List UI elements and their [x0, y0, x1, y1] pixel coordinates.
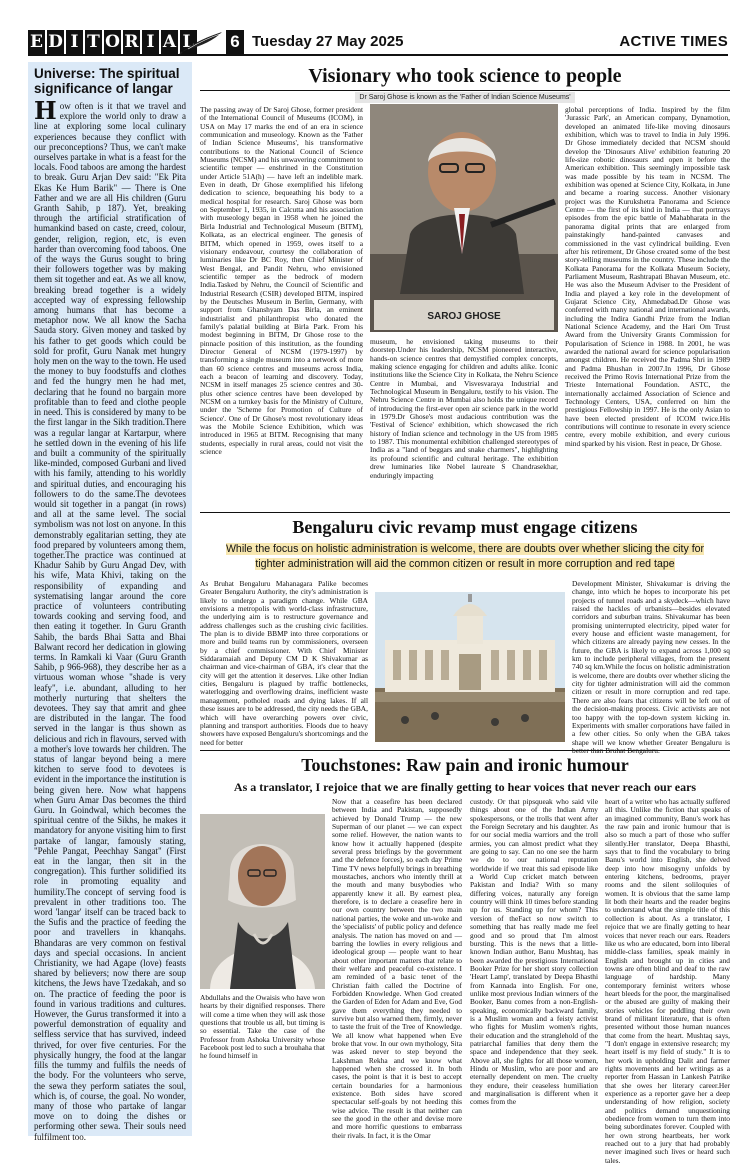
left-article-text: ow often is it that we travel and explore the world only to draw a line at exploring some local culinary experiences because they conflict with our preconceptions? Thus, we can't make ourselves partake in what is a feast for the locals. Food taboos are among the hardest to break. Guru Arjan Dev said: "Ek Pita Ekas Ke Hum Barik" — There is One Father and we are all His children (Guru Granth Sahib, p 187). Yet, breaking through the artificial stratification of humankind based on caste, creed, colour, gender, religion, region, etc, is even harder than overcoming food taboos. One of the ways the Gurus sought to bring their followers together was by making them sit together and eat. As we all know, breaking bread together is a widely accepted way of expressing fellowship among humans that has become a metaphor now. We all know the Sacha Sauda story. Given money and tasked by his father to get goods which could be sold for profit, Guru Nanak met hungry holy men on the way to the town. He used the money to buy foodstuffs and clothes and fed the hungry men he had met, declaring that he found no bargain more profitable than to feed and clothe people in need. This is considered by many to be the first langar in the Sikh tradition.There was a regular langar at Kartarpur, where he settled down in the evening of his life and built a community of the spiritually like-minded, composed Gurbani and lived with his family, attending to his worldly and spiritual duties, and encouraging his followers to do the same.The devotees would sit together in a pangat (in rows) and all at the same level. The social symbolism was not lost on anyone. In this demonstrably egalitarian setting, they ate food prepared by volunteers among them, together.The practice was continued at Khadur Sahib by Guru Angad Dev, with his wife, Mata Khivi, taking on the responsibility of expanding and systematising langar around the core practice of volunteers contributing towards cooking and serving food, and then eating it together. In Guru Granth Sahib, the bards Bhai Satta and Bhai Balwant record her dedication in glowing terms. In Ramkali ki Vaar (Guru Granth Sahib, p 966-968), they describe her as a virtuous woman whose "shade is very leafy", i.e. abundant, alluding to her motherly nurturing that shelters the devotees. They say that amrit and ghee are distributed in the langar. The food served in the langar is thus shown as delicious and rich in flavours, served with a mother's love towards her children. The status of langar beyond being a mere kitchen to serve food to devotees is evident in the importance the institution is being given here. Now what happens when Guru Amar Das becomes the third Guru. In Goindwal, which becomes the spiritual centre of the Sikhs, he makes it mandatory for anyone visiting him to first partake of langar, famously stating, "Pehle Pangat, Peechhay Sangat" (First eat in the langar, then sit in the congregation). This further solidified its role in promoting equality and humility.The concept of serving food is prevalent in other traditions too. The word 'langar' itself can be traced back to the Sufis and the practice of feeding the poor and travellers in khanqahs. Bhandaras are very common on festival days and special occasions. In ancient Christianity, we had Agape (love) feasts shared by believers; now there are soup kitchens, the Jews have Tzedakah, and so on. The practice of feeding the poor is found in various traditions and cultures. However, the Gurus transformed it into a powerful demonstration of equality and selfless service that has survived, indeed thrived, for over five centuries. For the physically hungry, the food at the langar fills the tummy and fulfils the needs of the body. For the volunteers who serve, the sewa they perform satiates the soul, which is, of course, the goal. No wonder, many of those who partake of langar move on to doing the dishes or performing other sewa. Their souls need fulfilment too. — [34, 101, 186, 1142]
section-letter: I — [142, 30, 159, 54]
left-column-article — [28, 62, 192, 1142]
article2-column-1: As Bruhat Bengaluru Mahanagara Palike becomes Greater Bengaluru Authority, the city's administration is likely to undergo a paradigm change. While GBA envisions a metropolis with world-class infrastructure, the underlying aim is to restructure governance and address challenges such as the crushing civic facilities. The plan is to divide BBMP into three corporations or more and build teams run by commissioners, overseen by a chief commissioner. With Chief Minister Siddaramaiah and Deputy CM D K Shivakumar as chairman and vice-chairman of GBA, it's clear that the city will get the attention it deserves. Like other Indian cities, Bengaluru is plagued by traffic bottlenecks, waterlogging and overflowing drains, inefficient waste management, potholed roads and dying lakes. If all these issues are to be addressed, the city needs the GBA, which will have overarching powers over civic, planning and transport authorities. Floods due to heavy showers have exposed Bengaluru's shortcomings and the need for better — [200, 579, 368, 747]
section-letter: L — [180, 30, 197, 54]
portrait-illustration — [200, 814, 325, 989]
article1-column-2: museum, he envisioned taking museums to their doorstep.Under his leadership, NCSM pioneered interactive, hands-on science centres that demystified complex concepts, making science engaging for children and adults alike. Iconic institutions like the Science City in Kolkata, the Nehru Science Centre in Mumbai, and Visvesvaraya Industrial and Technological Museum in Bengaluru, testify to his vision. The Nehru Science Centre in Mumbai also holds the unique record of introducing the first-ever open air science park in the world in 1979.Dr Ghose's most audacious contribution was the 'Festival of Science' exhibition, which showcased the rich history of Indian science and technology in the US from 1985 to 1987. This monumental exhibition challenged stereotypes of India as a "land of beggars and snake charmers", highlighting its profound scientific and cultural heritage. The exhibition drew luminaries like Nobel laureate S Chandrasekhar, enduringly impacting — [370, 337, 558, 480]
article2-headline: Bengaluru civic revamp must engage citizens — [292, 517, 638, 537]
article3-column-1b: Now that a ceasefire has been declared between India and Pakistan, supposedly achieved by Donald Trump — the new Superman of our planet — we can expect some relief. However, the nation wants to know how it actually happened (despite several press briefings by the government and the defence forces), so each day Prime Time TV news helpfully brings in breathing moustaches, anchors who intently thrill at the mouth and many busybodies who apparently knew it all. By earnest plea, therefore, is to declare a ceasefire here in our own country between the two main national parties, the woke and un-woke and the 'specialists' of public policy and defence analysis. The nation has moved on and — barring the lowlies in every religious and ideological group — people want to hear about other important matters that relate to their welfare and peaceful co-existence. I am reminded of a basic tenet of the Christian faith called the Doctrine of Forbidden Knowledge. When God created the Garden of Eden for Adam and Eve, God gave them everything they needed to survive but also warned them, firmly, never to taste the fruit of the Tree of Knowledge. We all know what happened when Eve broke that vow. In our own mythology, Sita was asked never to step beyond the Lakshman Rekha and we know what happened when she crossed it. In both cases, the point is that it is best to accept certain boundaries for a harmonious existence. Both sides have scored spectacular self-goals by not heeding this wise advice. The result is that neither can see the good in the other and devise more and more horrific questions to embarrass their rivals. In fact, it is the Omar — [332, 797, 463, 1140]
section-letter: T — [85, 30, 102, 54]
article1-column-3: global perceptions of India. Inspired by the film 'Jurassic Park', an American company, Dynamotion, developed an animated life-like moving dinosaurs exhibition, which was to travel to India in July 1996. Dr Ghose immediately decided that NCSM should develop the 'Dinosaurs Alive' exhibition featuring 20 life-size robotic dinosaurs and open it before the American exhibition. This seemingly impossible task was made possible by his team in NCSM. The exhibition was opened at Science City, Kolkata, in June and became a roaring success. Another visionary project was the Kurukshetra Panorama and Science Centre — the first of its kind in India — that portrays episodes from the epic battle of Mahabharata in the panorama digital prints that are enlarged from painstakingly hand-painted canvases and commissioned in the vast cylindrical building. Even after his retirement, Dr Ghose created some of the best story-telling museums in the country. These include the Kolkata Panorama for the Kolkata Museum Society, Parliament Museum, Rashtrapati Bhavan Museum, etc. He was also the Museum Adviser to the President of India and played a key role in the development of Gujarat Science City, Ahmedabad.Dr Ghose was conferred with many national and international awards, including the Indira Gandhi Prize from the Indian National Science Academy, and the Hari Om Trust Award from the University Grants Commission for Popularisation of Science in 1988. In 2001, he was awarded the national award for science popularisation amongst children. He received the Padma Shri in 1989 and Padma Bhushan in 2007.In 1996, Dr Ghose received the Primo Rovis International Prize from the Trieste International Foundation. ASTC, the internationally acclaimed Association of Science and Technology Centers, USA, conferred on him the prestigious Fellowship in 1997. He is the only Asian to have been elected president of ICOM twice.His contributions will continue to resonate in every science centre, every mobile exhibition, and every curious mind sparked by his vision. Rest in peace, Dr Ghose. — [565, 105, 730, 448]
article1-subhead: Dr Saroj Ghose is known as the 'Father of Indian Science Museums' — [355, 92, 575, 103]
main-articles — [200, 62, 730, 1165]
divider — [200, 90, 730, 91]
section-letter: R — [124, 32, 139, 52]
bbmp-building-photo — [375, 592, 565, 742]
quill-pen-icon — [178, 30, 226, 54]
saroj-ghose-photo — [370, 104, 558, 332]
section-letter: D — [48, 32, 63, 52]
dropcap: H — [34, 96, 57, 125]
article3-column-3: heart of a writer who has actually suffered all this. Unlike the fiction that speaks of an imagined community, Banu's work has the raw pain and ironic humour that is also so much a part of those who suffer silently.Her translator, Deepa Bhasthi, says that to find the vocabulary to bring Banu's world into English, she delved deep into how misogyny unfolds by entering kitchens, bedrooms, prayer rooms and the silent soliloquies of women. It is obvious that the same lamp lit both their hearts and the reader begins to understand what the simple title of this collection is about. As a translator, I rejoice that we are finally getting to hear voices that never reach our ears. Readers like us who are educated, born into liberal middle-class families, speak mainly in English and brought up in cities and towns are often blind and deaf to the raw language of hardship. Many contemporary feminist writers whose heart bleeds for the poor, the marginalised or the abused are guilty of making their stories vehicles for peddling their own brand of militant literature, that is often presented without those human nuances that come from the heart. Mushtaq says, "I don't engage in extensive research; my heart itself is my field of study." It is to her work in upholding Dalit and farmer rights movements and her writings as a reporter from Hassan in Lankesh Patrike that she owes her literary career.Her experience as a reporter gave her a deep understanding of how religion, society and politics demand unquestioning obedience from women to turn them into being subordinates forever. Coupled with her own strong heartbeats, her work reached out to a jury that had probably never imagined such lives or heard such tales. — [605, 797, 730, 1165]
article3-deck: As a translator, I rejoice that we are finally getting to hear voices that never reach our ears — [233, 780, 697, 794]
issue-date: Tuesday 27 May 2025 — [252, 33, 404, 50]
article3-column-2: custody. Or that pipsqueak who said vile things about one of the Indian Army spokespersons, or the trolls that went after the Foreign Secretary and his daughter. As for our social media warriors and the troll armies, you can almost predict what they are going to say. Can no one see the harm we do to our national reputation worldwide if we treat this sad episode like a World Cup cricket match between Pakistan and India? With so many differing voices, naturally any foreign country will think 10 times before standing up for us. Standing up for whom? This version of theFact so now switch to something that has really made me feel good and so proud that I'm almost bursting. This is the news that a little-known Indian author, Banu Mushtaq, has been awarded the prestigious International Booker Prize for her short story collection 'Heart Lamp', translated by Deepa Bhasthi from Kannada into English. For one, unlike most previous Indian winners of the Booker, Banu comes from a non-English-speaking, economically backward family, is a Muslim woman and a feisty activist who fights for Muslim women's rights, their education and the stranglehold of the patriarchal families that deny them the space and independence that they seek. Above all, she fights for all those women, Hindu or Muslim, who are poor and are eternally dependent on men. The cruelty they endure, their ceaseless humiliation and marginalisation is different when it comes from the — [470, 797, 598, 1107]
portrait-illustration — [370, 104, 558, 332]
left-article-body — [34, 96, 186, 1142]
section-title-editorial — [28, 30, 197, 54]
newspaper-name: ACTIVE TIMES — [619, 33, 728, 50]
article2-column-3: Development Minister, Shivakumar is driving the change, into which he hopes to incorporate his pet projects of tunnel roads and a skydeck—which have raised the hackles of urbanists—besides elevated corridors and suburban trains. Shivakumar has been promising uninterrupted electricity, piped water for every house and efficient waste management, for which citizens are already paying new cesses. In the future, the GBA is likely to expand across 1,000 sq km to include peripheral villages, from the present 740 sq km.While the focus on holistic administration is welcome, there are doubts over whether slicing the city for tighter administration will aid the common citizen or result in more corruption and red tape. There are also fears that citizens will be left out of the decision-making process. Civic activists are not too happy with the top-down system kicking in. Experiments with smaller corporations have failed in a few other cities. So only when the GBA takes shape will we know whether Greater Bengaluru is — [572, 579, 730, 747]
section-letter: E — [28, 30, 45, 54]
section-letter: I — [66, 30, 83, 54]
section-letter: O — [105, 32, 120, 52]
banu-mushtaq-photo — [200, 814, 325, 989]
divider — [200, 512, 730, 513]
article3-headline: Touchstones: Raw pain and ironic humour — [301, 755, 629, 775]
left-article-title: Universe: The spiritual significance of langar — [34, 66, 180, 96]
building-illustration — [375, 592, 565, 742]
article3-column-1: Abdullahs and the Owaisis who have won hearts by their dignified responses. There will come a time when they will ask those questions that trouble us all, but timing is so essential. Take the case of the Professor from Ashoka University whose Facebook post led to such a brouhaha that he found himself in — [200, 993, 325, 1061]
section-letter: A — [162, 32, 177, 52]
article2-deck — [216, 542, 714, 574]
masthead — [28, 30, 728, 56]
photo-caption: SAROJ GHOSE — [427, 311, 501, 322]
divider — [200, 750, 730, 751]
article1-column-1: The passing away of Dr Saroj Ghose, former president of the International Council of Museums (ICOM), in USA on May 17 marks the end of an era in science communication and museology. Known as the 'Father of Indian Science Museums', his transformative contributions to the National Council of Science Museums (NCSM) and his unwavering commitment to scientific temper — enshrined in the Constitution under Article 51A(h) — have left an indelible mark. Even in death, Dr Ghose exemplified his lifelong dedication to science, bequeathing his body to a medical hospital for research. Saroj Ghose was born on September 1, 1935, in Calcutta and his association with museology began in 1958 when he joined the Birla Industrial and Technological Museum (BITM), Kolkata, as an electrical engineer. The genesis of BITM, which opened in 1959, owes itself to a visionary endeavour, courtesy the collaboration of luminaries like Dr BC Roy, then Chief Minister of West Bengal, and Pandit Nehru, who envisioned scientific temper as the bedrock of modern India.Tasked by Nehru, the Council of Scientific and Industrial Research (CSIR) developed BITM, inspired by the Deutsches Museum in Berlin, Germany, with support from Ghanshyam Das Birla, an eminent industrialist and philanthropist who donated the family's palatial building at Birla Park. From his modest beginning in BITM, Dr Ghose rose to the pinnacle position of this institution, as the founding Director General of NCSM (1979-1997) by transforming a single museum into a network of more than 60 science centres and museums across India, each a beacon of learning and discovery. Today, NCSM in itself manages 25 science centres and 30-plus other science centres have been developed by NCSM on a turnkey basis for the Ministry of Culture, under the 'Scheme for Promotion of Culture of Science'. One of Dr Ghose's most revolutionary ideas was the Mobile Science Exhibition, which was introduced in 1965 at BITM. Recognising that many students, especially in rural areas, could not visit the science — [200, 105, 363, 457]
article2-deck-text: While the focus on holistic administration is welcome, there are doubts over whether slicing the city for tighter administration will aid the common citizen or result in more corruption and red tape — [225, 543, 705, 570]
page-number: 6 — [226, 30, 244, 54]
article1-headline: Visionary who took science to people — [308, 65, 622, 87]
